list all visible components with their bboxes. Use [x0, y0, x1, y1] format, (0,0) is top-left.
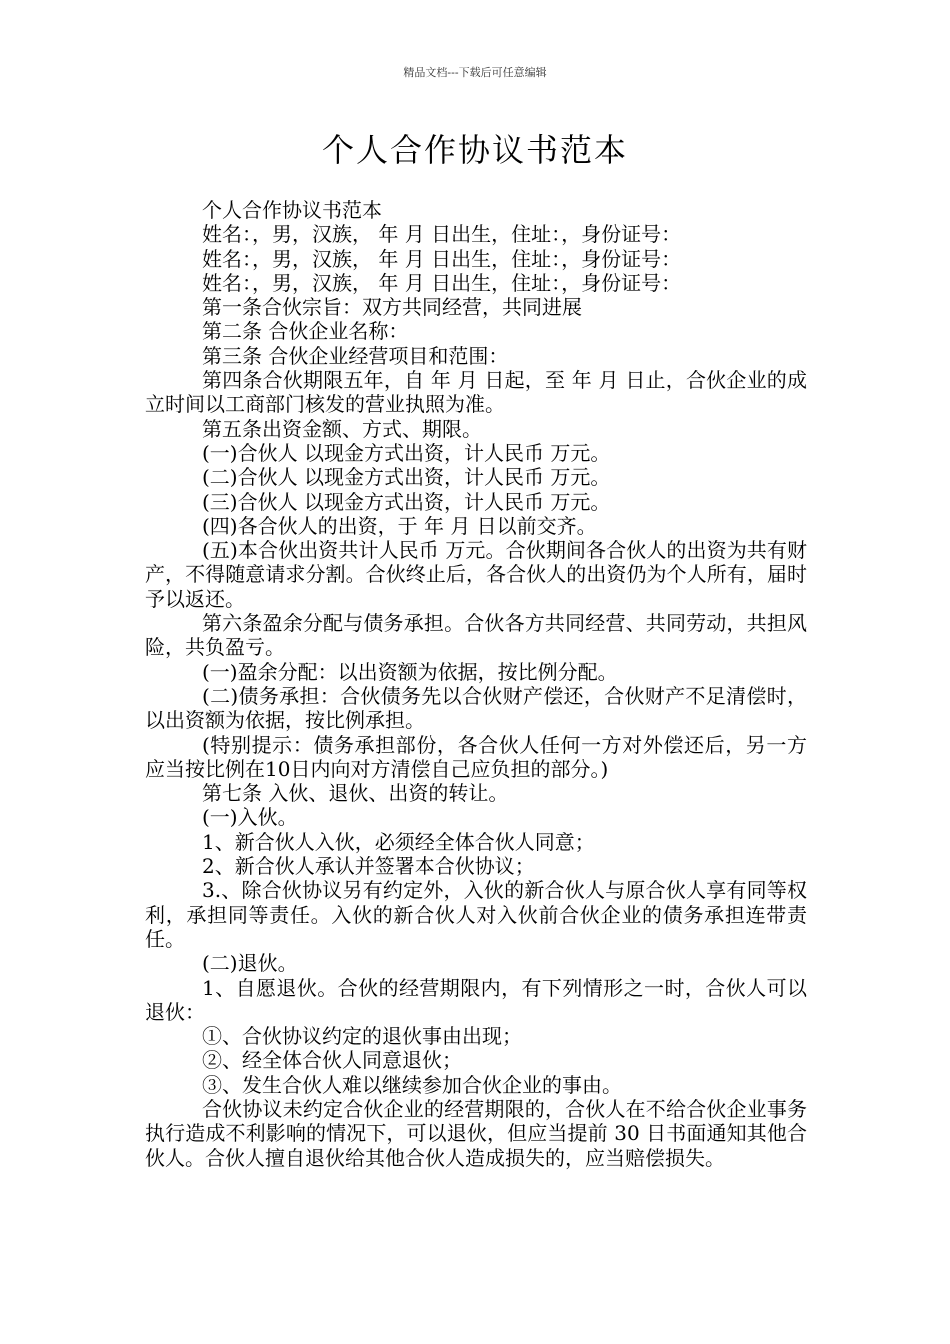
paragraph: (一)合伙人 以现金方式出资，计人民币 万元。: [202, 440, 611, 465]
paragraph: 第二条 合伙企业名称：: [202, 319, 409, 344]
paragraph: 姓名：，男，汉族， 年 月 日出生，住址：，身份证号：: [202, 246, 682, 271]
paragraph: 2、新合伙人承认并签署本合伙协议；: [202, 854, 535, 879]
paragraph: 3.、除合伙协议另有约定外，入伙的新合伙人与原合伙人享有同等权利，承担同等责任。入伙的新合伙人对入伙前合伙企业的债务承担连带责任。: [145, 878, 807, 951]
paragraph: (二)合伙人 以现金方式出资，计人民币 万元。: [202, 465, 611, 490]
paragraph: 姓名：，男，汉族， 年 月 日出生，住址：，身份证号：: [202, 222, 682, 247]
paragraph: (五)本合伙出资共计人民币 万元。合伙期间各合伙人的出资为共有财产，不得随意请求分割。合伙终止后，各合伙人的出资仍为个人所有，届时予以返还。: [145, 538, 807, 611]
paragraph: 第一条合伙宗旨：双方共同经营，共同进展: [202, 295, 582, 320]
paragraph: (四)各合伙人的出资，于 年 月 日以前交齐。: [202, 513, 597, 538]
paragraph: 1、新合伙人入伙，必须经全体合伙人同意；: [202, 829, 595, 854]
paragraph: (特别提示：债务承担部份，各合伙人任何一方对外偿还后，另一方应当按比例在10日内向对方清偿自己应负担的部分。): [145, 732, 807, 781]
paragraph: 第七条 入伙、退伙、出资的转让。: [202, 781, 509, 806]
paragraph: 第五条出资金额、方式、期限。: [202, 416, 482, 441]
page-header: 精品文档---下载后可任意编辑: [403, 66, 547, 79]
paragraph: 姓名：，男，汉族， 年 月 日出生，住址：，身份证号：: [202, 270, 682, 295]
paragraph: ①、合伙协议约定的退伙事由出现；: [202, 1024, 522, 1049]
paragraph: 第四条合伙期限五年，自 年 月 日起，至 年 月 日止，合伙企业的成立时间以工商部门核发的营业执照为准。: [145, 368, 807, 417]
document-body: [145, 198, 807, 1170]
paragraph: 合伙协议未约定合伙企业的经营期限的，合伙人在不给合伙企业事务执行造成不利影响的情况下，可以退伙，但应当提前 30 日书面通知其他合伙人。合伙人擅自退伙给其他合伙人造成损失的，应当赔偿损失。: [145, 1096, 807, 1170]
paragraph: (一)入伙。: [202, 805, 298, 830]
paragraph: (三)合伙人 以现金方式出资，计人民币 万元。: [202, 489, 611, 514]
paragraph: (二)债务承担：合伙债务先以合伙财产偿还，合伙财产不足清偿时，以出资额为依据，按比例承担。: [145, 683, 807, 733]
paragraph: (二)退伙。: [202, 951, 298, 976]
paragraph: ③、发生合伙人难以继续参加合伙企业的事由。: [202, 1072, 622, 1097]
paragraph: 个人合作协议书范本: [202, 198, 382, 222]
paragraph: (一)盈余分配：以出资额为依据，按比例分配。: [202, 659, 618, 684]
document-title: 个人合作协议书范本: [321, 131, 628, 169]
paragraph: ②、经全体合伙人同意退伙；: [202, 1048, 462, 1073]
paragraph: 第三条 合伙企业经营项目和范围：: [202, 343, 509, 368]
paragraph: 1、自愿退伙。合伙的经营期限内，有下列情形之一时，合伙人可以退伙：: [145, 975, 807, 1024]
paragraph: 第六条盈余分配与债务承担。合伙各方共同经营、共同劳动，共担风险，共负盈亏。: [145, 611, 807, 660]
